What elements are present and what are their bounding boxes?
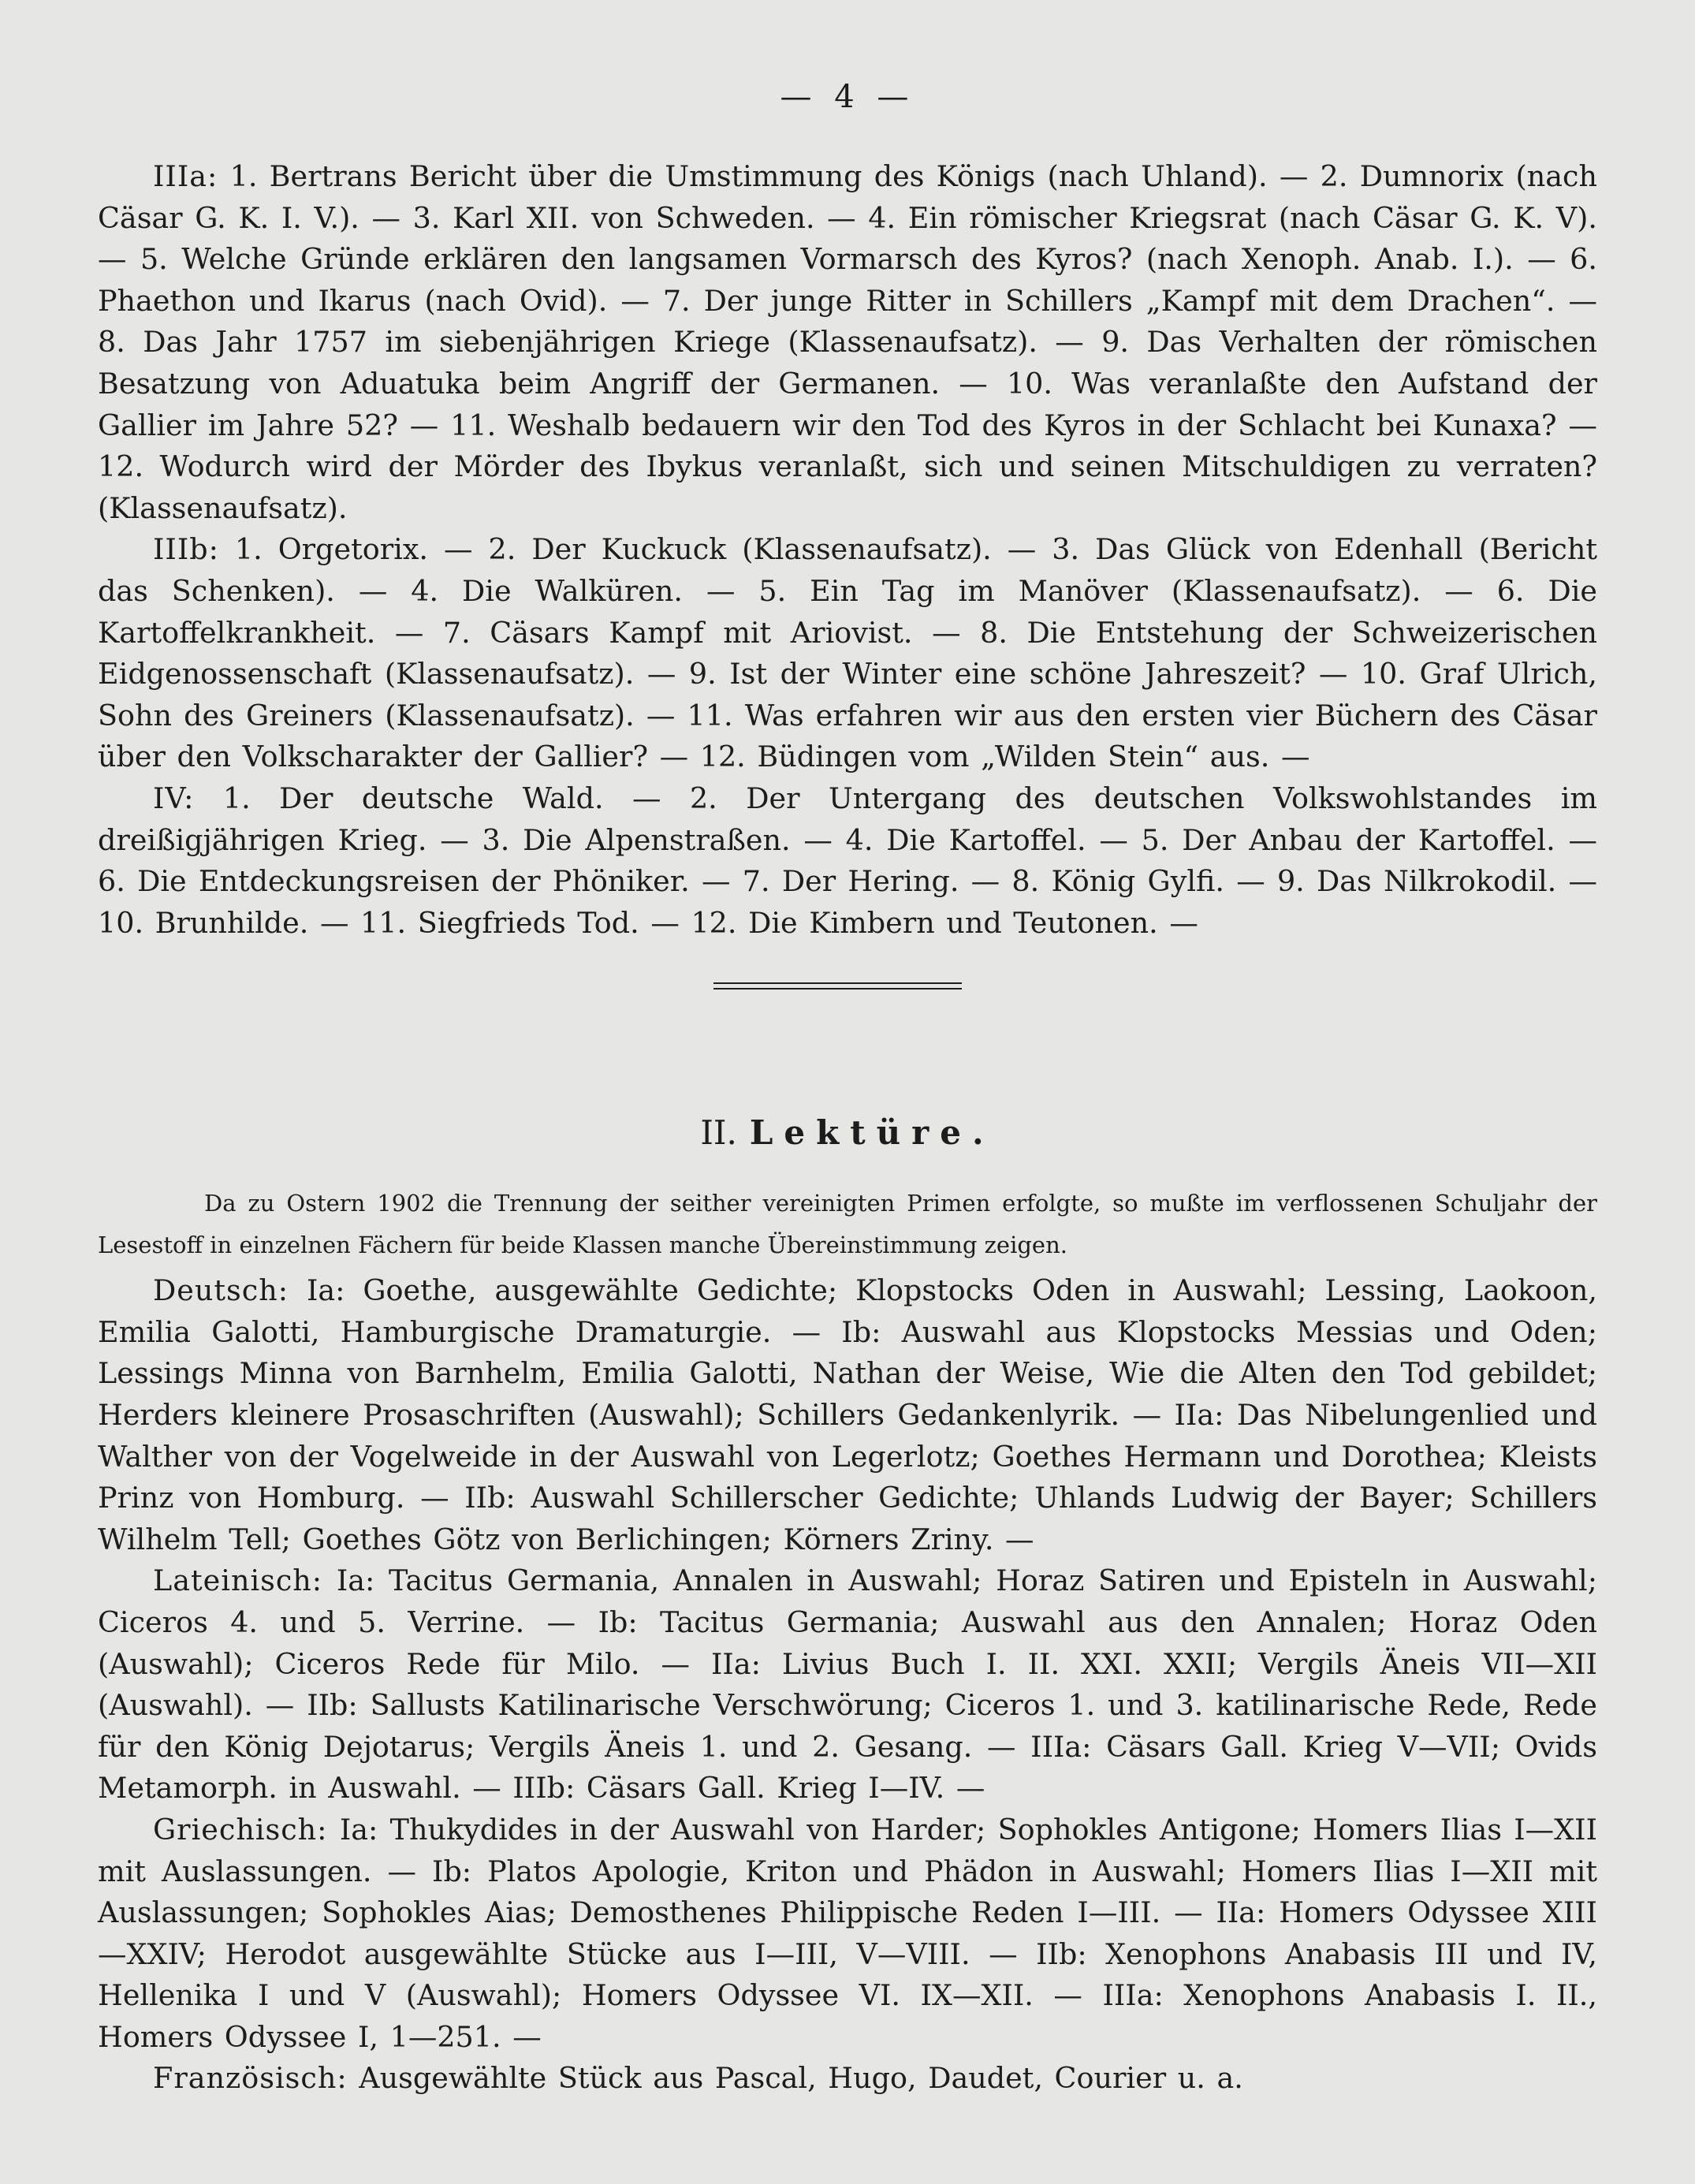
subject-griechisch [98,1809,1597,2059]
subject-text: Ia: Thukydides in der Auswahl von Harder; Sophokles Antigone; Homers Ilias I—XII mit Auslassungen. — Ib: Platos Apologie, Kriton und Phädon in Auswahl; Homers Ilias I—XII mit Auslassungen; Sophokles Aias; Demosthenes Philippische Reden I—III. — IIa: Homers Odyssee XIII—XXIV; Herodot ausgewählte Stücke aus I—III, V—VIII. — IIb: Xenophons Anabasis III und IV, Hellenika I und V (Auswahl); Homers Odyssee VI. IX—XII. — IIIa: Xenophons Anabasis I. II., Homers Odyssee I, 1—251. — [98,1812,1597,2054]
subject-franzoesisch [98,2058,1597,2100]
essay-text: 1. Orgetorix. — 2. Der Kuckuck (Klassenaufsatz). — 3. Das Glück von Edenhall (Bericht das Schenken). — 4. Die Walküren. — 5. Ein Tag im Manöver (Klassenaufsatz). — 6. Die Kartoffelkrankheit. — 7. Cäsars Kampf mit Ariovist. — 8. Die Entstehung der Schweizerischen Eidgenossenschaft (Klassenaufsatz). — 9. Ist der Winter eine schöne Jahreszeit? — 10. Graf Ulrich, Sohn des Greiners (Klassenaufsatz). — 11. Was erfahren wir aus den ersten vier Büchern des Cäsar über den Volkscharakter der Gallier? — 12. Büdingen vom „Wilden Stein“ aus. — [98,532,1597,774]
essay-topics-section [98,156,1597,944]
section-numeral: II. [700,1113,737,1152]
subject-text: Ausgewählte Stück aus Pascal, Hugo, Daudet, Courier u. a. [359,2061,1243,2096]
subject-lateinisch [98,1560,1597,1809]
essay-list-iiia [98,156,1597,529]
subject-label: Deutsch: [153,1273,289,1308]
subject-label: Griechisch: [153,1812,328,1847]
subject-text: Ia: Goethe, ausgewählte Gedichte; Klopstocks Oden in Auswahl; Lessing, Laokoon, Emilia Galotti, Hamburgische Dramaturgie. — Ib: Auswahl aus Klopstocks Messias und Oden; Lessings Minna von Barnhelm, Emilia Galotti, Nathan der Weise, Wie die Alten den Tod gebildet; Herders kleinere Prosaschriften (Auswahl); Schillers Gedankenlyrik. — IIa: Das Nibelungenlied und Walther von der Vogelweide in der Auswahl von Legerlotz; Goethes Hermann und Dorothea; Kleists Prinz von Homburg. — IIb: Auswahl Schillerscher Gedichte; Uhlands Ludwig der Bayer; Schillers Wilhelm Tell; Goethes Götz von Berlichingen; Körners Zriny. — [98,1273,1597,1556]
lecture-intro: Da zu Ostern 1902 die Trennung der seither vereinigten Primen erfolgte, so mußte im verflossenen Schuljahr der Lesestoff in einzelnen Fächern für beide Klassen manche Übereinstimmung zeigen. [98,1190,1597,1258]
essay-list-iv [98,778,1597,944]
page-number: — 4 — [780,79,915,115]
section-heading [0,1113,1695,1152]
class-label: IIIa: [153,159,218,193]
class-label: IIIb: [153,532,219,567]
subject-label: Französisch: [153,2061,348,2096]
essay-text: 1. Bertrans Bericht über die Umstimmung des Königs (nach Uhland). — 2. Dumnorix (nach Cäsar G. K. I. V.). — 3. Karl XII. von Schweden. — 4. Ein römischer Kriegsrat (nach Cäsar G. K. V). — 5. Welche Gründe erklären den langsamen Vormarsch des Kyros? (nach Xenoph. Anab. I.). — 6. Phaethon und Ikarus (nach Ovid). — 7. Der junge Ritter in Schillers „Kampf mit dem Drachen“. — 8. Das Jahr 1757 im siebenjährigen Kriege (Klassenaufsatz). — 9. Das Verhalten der römischen Besatzung von Aduatuka beim Angriff der Germanen. — 10. Was veranlaßte den Aufstand der Gallier im Jahre 52? — 11. Weshalb bedauern wir den Tod des Kyros in der Schlacht bei Kunaxa? — 12. Wodurch wird der Mörder des Ibykus veranlaßt, sich und seinen Mitschuldigen zu verraten? (Klassenaufsatz). [98,159,1597,525]
section-title: Lektüre. [749,1113,995,1152]
essay-text: 1. Der deutsche Wald. — 2. Der Untergang des deutschen Volkswohlstandes im dreißigjährigen Krieg. — 3. Die Alpenstraßen. — 4. Die Kartoffel. — 5. Der Anbau der Kartoffel. — 6. Die Entdeckungsreisen der Phöniker. — 7. Der Hering. — 8. König Gylfi. — 9. Das Nilkrokodil. — 10. Brunhilde. — 11. Siegfrieds Tod. — 12. Die Kimbern und Teutonen. — [98,781,1598,940]
subject-deutsch [98,1270,1597,1560]
essay-list-iiib [98,529,1597,778]
section-divider [713,982,962,990]
class-label: IV: [153,781,195,815]
subject-text: Ia: Tacitus Germania, Annalen in Auswahl; Horaz Satiren und Episteln in Auswahl; Ciceros 4. und 5. Verrine. — Ib: Tacitus Germania; Auswahl aus den Annalen; Horaz Oden (Auswahl); Ciceros Rede für Milo. — IIa: Livius Buch I. II. XXI. XXII; Vergils Äneis VII—XII (Auswahl). — IIb: Sallusts Katilinarische Verschwörung; Ciceros 1. und 3. katilinarische Rede, Rede für den König Dejotarus; Vergils Äneis 1. und 2. Gesang. — IIIa: Cäsars Gall. Krieg V—VII; Ovids Metamorph. in Auswahl. — IIIb: Cäsars Gall. Krieg I—IV. — [98,1563,1597,1806]
subject-label: Lateinisch: [153,1563,323,1598]
lecture-section [98,1183,1597,2100]
